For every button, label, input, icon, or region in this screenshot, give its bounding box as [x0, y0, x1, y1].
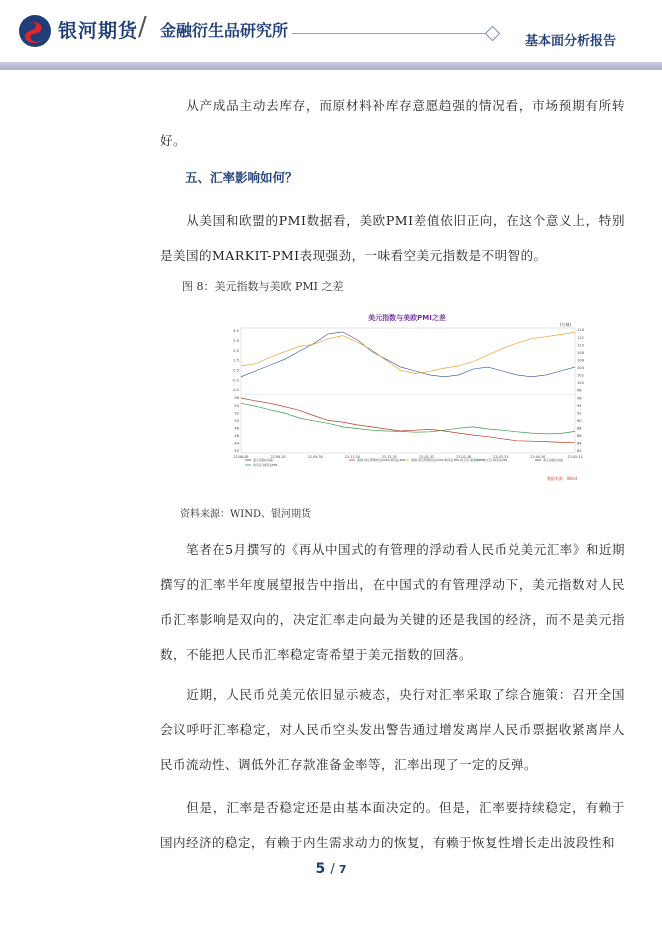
y-left-upper-tick-label: 2.5 [233, 348, 239, 353]
y-right-tick-label: 106 [577, 358, 584, 363]
y-left-upper-tick-label: 3.5 [233, 339, 239, 344]
y-right-tick-label: 90 [577, 418, 582, 423]
page-current: 5 [315, 861, 326, 877]
y-left-lower-tick-label: 54 [234, 403, 239, 408]
figure-caption: 图 8：美元指数与美欧 PMI 之差 [182, 280, 344, 293]
x-tick-label: 22-11-30 [344, 455, 360, 459]
legend-entry: 美国:供应管理协会(ISM):制造业PMI [357, 458, 406, 462]
y-right-tick-label: 114 [577, 328, 584, 333]
page-header [0, 0, 662, 70]
y-left-upper-tick-label: 1.5 [233, 358, 239, 363]
chart-source-note: 数据来源：Wind [546, 476, 577, 481]
legend-entry: 美元指数(左轴) [543, 458, 564, 462]
y-left-upper-tick-label: 0.5 [233, 368, 239, 373]
legend-entry: 欧元区:制造业PMI [253, 463, 278, 467]
y-right-tick-label: 82 [577, 449, 582, 454]
y-right-tick-label: 100 [577, 381, 584, 386]
paragraph-2: 从美国和欧盟的PMI数据看，美欧PMI差值依旧正向，在这个意义上，特别是美国的MARKIT-PMI表现强劲，一味看空美元指数是不明智的。 [160, 213, 625, 263]
paragraph-4: 近期，人民币兑美元依旧显示疲态，央行对汇率采取了综合施策：召开全国会议呼吁汇率稳定，对人民币空头发出警告通过增发离岸人民币票据收紧离岸人民币流动性、调低外汇存款准备金率等，汇率出现了一定的反弹。 [160, 687, 625, 772]
x-tick-label: 23-03-31 [493, 455, 509, 459]
y-right-tick-label: 98 [577, 388, 582, 393]
legend-entry: 欧元区:制造业PMI [483, 458, 508, 462]
source-line: 资料来源：WIND、银河期货 [180, 509, 311, 520]
page-total: 7 [338, 863, 347, 876]
y-right-tick-label: 92 [577, 411, 582, 416]
paragraph-3: 笔者在5月撰写的《再从中国式的有管理的浮动看人民币兑美元汇率》和近期撰写的汇率半年度展望报告中指出，在中国式的有管理浮动下，美元指数对人民币汇率影响是双向的，决定汇率走向最为关键的还是我国的经济，而不是美元指数，不能把人民币汇率稳定寄希望于美元指数的回落。 [160, 542, 625, 662]
report-type: 基本面分析报告 [525, 34, 617, 49]
y-right-tick-label: 104 [577, 366, 584, 371]
page-number: 5 / 7 [315, 861, 347, 877]
paragraph-5: 但是，汇率是否稳定还是由基本面决定的。但是，汇率要持续稳定，有赖于国内经济的稳定，有赖于内生需求动力的恢复，有赖于恢复性增长走出波段性和 [160, 800, 625, 850]
section-heading: 五、汇率影响如何？ [185, 170, 298, 185]
x-tick-label: 22-06-08 [233, 455, 249, 459]
chart-title: 美元指数与美欧PMI之差 [368, 314, 446, 322]
brand-name: 银河期货 [58, 20, 139, 42]
dollar-pmi-chart [225, 308, 589, 488]
diamond-icon [485, 26, 501, 42]
legend-entry: 美国:供应管理协会(ISM):制造业PMI-欧元区:制造业PMI [411, 458, 485, 462]
x-tick-label: 23-05-31 [567, 455, 583, 459]
x-tick-label: 23-04-30 [530, 455, 546, 459]
y-left-upper-tick-label: 4.5 [233, 329, 239, 334]
y-left-lower-tick-label: 56 [234, 396, 239, 401]
legend-entry: 美元指数(右轴) [253, 458, 274, 462]
y-right-tick-label: 88 [577, 426, 582, 431]
y-left-lower-tick-label: 50 [234, 418, 239, 423]
y-left-lower-tick-label: 46 [234, 434, 239, 439]
header-band [0, 62, 662, 70]
y-left-lower-tick-label: 52 [234, 411, 239, 416]
y-right-tick-label: 96 [577, 396, 582, 401]
y-left-upper-tick-label: -1.5 [231, 388, 239, 393]
y-left-lower-tick-label: 48 [234, 426, 239, 431]
header-rule [292, 33, 488, 34]
y-right-tick-label: 112 [577, 335, 584, 340]
y-right-tick-label: 86 [577, 434, 582, 439]
y-right-tick-label: 94 [577, 403, 582, 408]
institute-name: 金融衍生品研究所 [160, 21, 289, 40]
x-tick-label: 22-09-30 [307, 455, 323, 459]
y-right-tick-label: 84 [577, 441, 582, 446]
paragraph-1: 从产成品主动去库存，而原材料补库存意愿趋强的情况看，市场预期有所转好。 [160, 98, 625, 148]
x-tick-label: 22-08-30 [270, 455, 286, 459]
y-right-tick-label: 102 [577, 373, 584, 378]
x-tick-label: 23-02-28 [456, 455, 472, 459]
chart-unit-label: (右轴) [559, 322, 571, 327]
y-right-tick-label: 110 [577, 343, 584, 348]
header-divider: / [138, 12, 147, 42]
y-left-lower-tick-label: 44 [234, 441, 239, 446]
y-left-upper-tick-label: -0.5 [231, 378, 239, 383]
x-tick-label: 22-12-31 [381, 455, 397, 459]
y-left-lower-tick-label: 42 [234, 449, 239, 454]
galaxy-logo-icon [18, 14, 52, 48]
y-right-tick-label: 108 [577, 350, 584, 355]
x-tick-label: 23-01-31 [419, 455, 435, 459]
